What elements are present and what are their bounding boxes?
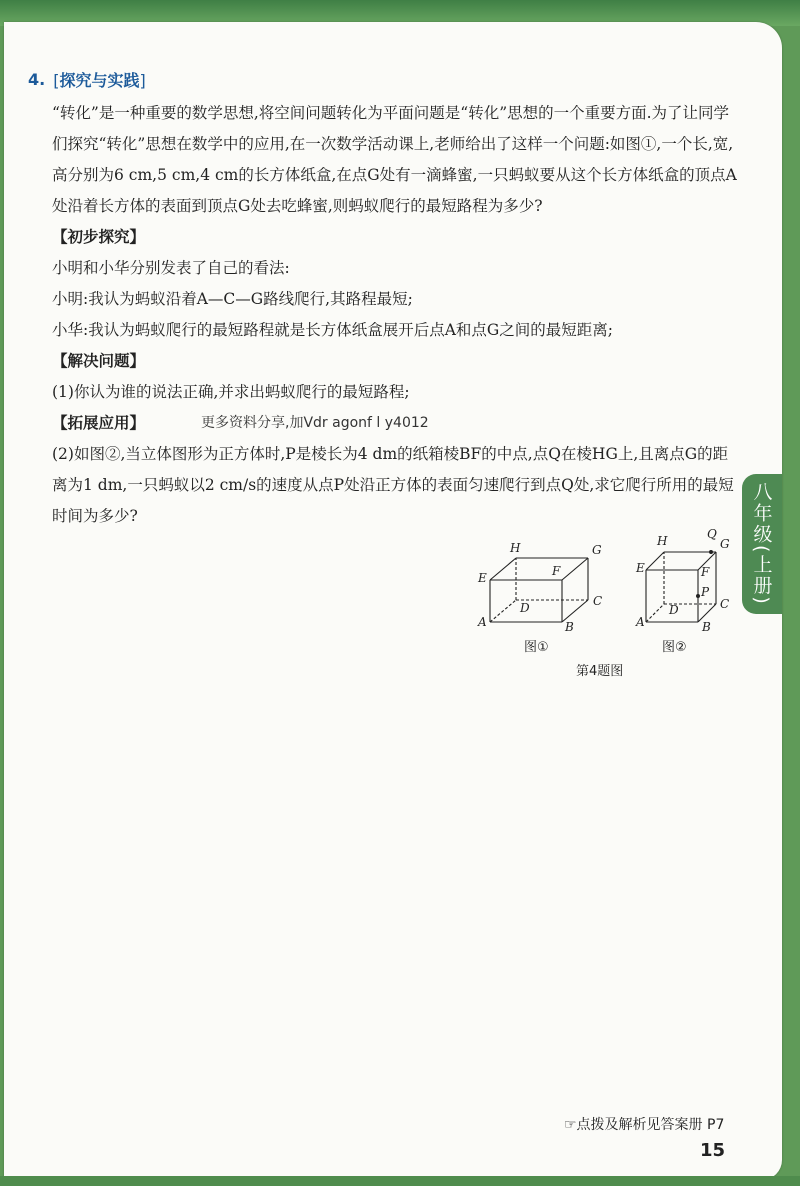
fig2-label-a: A — [636, 615, 645, 629]
fig1-edge-gf — [562, 558, 588, 580]
fig1-label-c: C — [593, 594, 603, 608]
question-1: (1)你认为谁的说法正确,并求出蚂蚁爬行的最短路程; — [52, 383, 410, 401]
problem-number: 4. — [28, 69, 46, 89]
section-solve-problem: 【解决问题】 — [52, 352, 146, 370]
fig1-edge-cb — [562, 600, 588, 622]
opinion-xiaohua: 小华:我认为蚂蚁爬行的最短路程就是长方体纸盒展开后点A和点G之间的最短距离; — [52, 321, 614, 339]
fig2-edge-eh — [646, 552, 664, 570]
fig1-edge-eh — [490, 558, 516, 580]
fig2-label-q: Q — [707, 527, 717, 541]
fig2-label-p: P — [701, 585, 710, 599]
section-initial-exploration: 【初步探究】 — [52, 228, 146, 246]
fig1-label-h: H — [510, 541, 521, 555]
fig2-label-d: D — [669, 603, 679, 617]
problem-header — [28, 64, 740, 94]
section-extension-row — [28, 408, 740, 439]
problem-tag: [探究与实践] — [53, 70, 146, 90]
fig1-label-b: B — [565, 620, 574, 634]
fig2-label-g: G — [720, 537, 730, 551]
fig2-label-b: B — [702, 620, 711, 634]
opinion-intro: 小明和小华分别发表了自己的看法: — [52, 259, 290, 277]
fig2-edge-ad — [646, 604, 664, 622]
problem-4-figure — [466, 526, 746, 686]
bottom-green-band — [0, 1176, 800, 1186]
grade-side-tab — [742, 474, 782, 614]
fig1-label-g: G — [592, 543, 602, 557]
watermark-text: 更多资料分享,加Vdr agonf l y4012 — [201, 415, 429, 431]
fig1-edge-ad — [490, 600, 516, 622]
question-2: (2)如图②,当立体图形为正方体时,P是棱长为4 dm的纸箱棱BF的中点,点Q在棱HG上,且离点G的距离为1 dm,一只蚂蚁以2 cm/s的速度从点P处沿正方体的表面匀速爬行到点Q处,求它爬行所用的最短时间为多少? — [52, 445, 734, 525]
fig2-point-p — [696, 594, 700, 598]
fig2-point-q — [709, 550, 713, 554]
fig1-caption: 图① — [524, 640, 549, 655]
fig2-label-e: E — [636, 561, 645, 575]
fig1-label-d: D — [520, 601, 530, 615]
answer-reference-note: ☞点拨及解析见答案册 P7 — [564, 1117, 725, 1133]
figure-caption: 第4题图 — [576, 664, 624, 679]
fig1-label-a: A — [478, 615, 487, 629]
fig2-caption: 图② — [662, 640, 687, 655]
problem-intro: “转化”是一种重要的数学思想,将空间问题转化为平面问题是“转化”思想的一个重要方面.为了让同学们探究“转化”思想在数学中的应用,在一次数学活动课上,老师给出了这样一个问题:如图①,一个长,宽,高分别为6 cm,5 cm,4 cm的长方体纸盒,在点G处有一滴蜂蜜,一只蚂蚁要从这个长方体纸盒的顶点A处沿着长方体的表面到顶点G处去吃蜂蜜,则蚂蚁爬行的最短路程为多少? — [52, 104, 737, 215]
fig2-label-h: H — [657, 534, 668, 548]
problem-4 — [28, 64, 740, 532]
page-number: 15 — [700, 1140, 726, 1161]
fig1-label-e: E — [478, 571, 487, 585]
section-extension: 【拓展应用】 — [52, 414, 146, 432]
fig2-label-c: C — [720, 597, 730, 611]
fig1-label-f: F — [552, 564, 561, 578]
fig2-label-f: F — [701, 565, 710, 579]
problem-tag-text: 探究与实践 — [59, 70, 140, 90]
grade-side-tab-label: 八年级(上册) — [750, 482, 773, 606]
opinion-xiaoming: 小明:我认为蚂蚁沿着A—C—G路线爬行,其路程最短; — [52, 290, 413, 308]
